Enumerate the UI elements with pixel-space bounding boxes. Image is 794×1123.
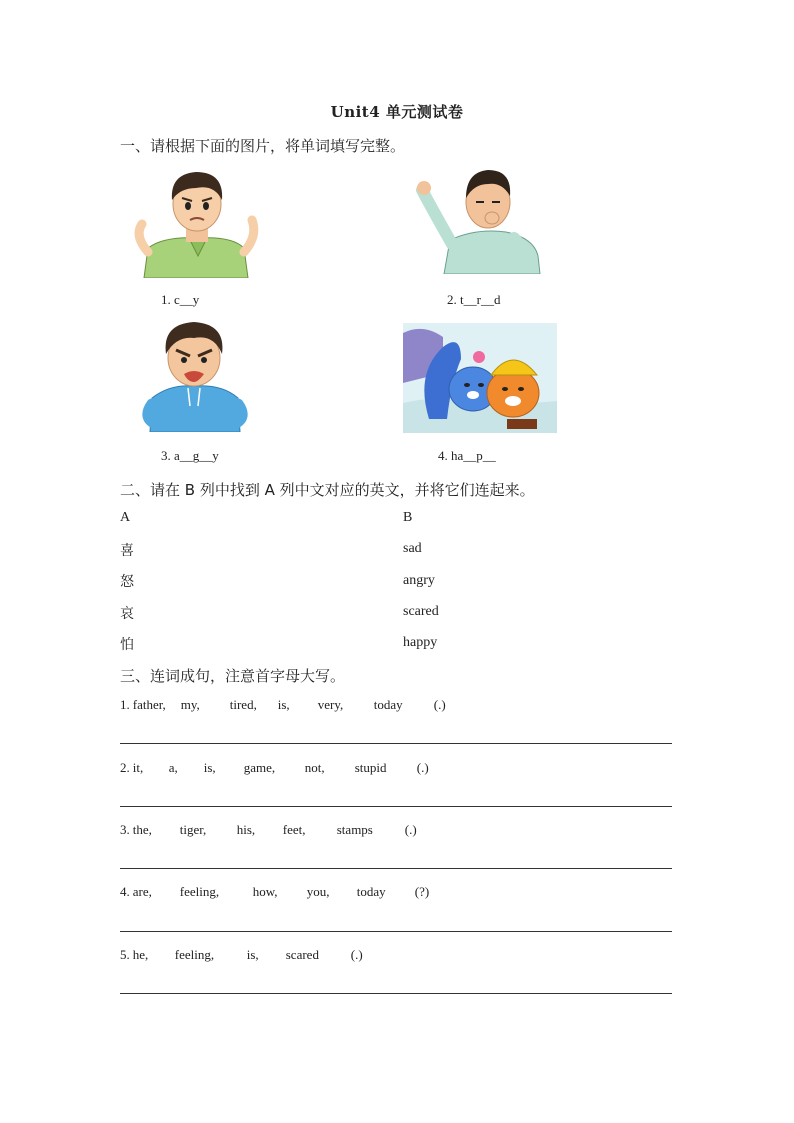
answer-line-5 [120, 993, 672, 994]
section2-heading: 二、请在 B 列中找到 A 列中文对应的英文，并将它们连起来。 [120, 481, 535, 499]
column-b-item: happy [403, 635, 438, 650]
section1-heading: 一、请根据下面的图片，将单词填写完整。 [120, 137, 406, 155]
column-b-header: B [403, 510, 413, 525]
answer-line-2 [120, 806, 672, 807]
column-a-item: 哀 [120, 606, 134, 622]
column-a-header: A [120, 510, 131, 525]
question-5: 5. he, feeling, is, scared (.) [120, 947, 363, 962]
column-b-item: angry [403, 573, 435, 588]
column-b-item: sad [403, 541, 422, 556]
caption-4: 4. ha__p__ [438, 448, 496, 463]
worried-boy-illustration [134, 166, 262, 278]
column-a-item: 怒 [120, 574, 134, 590]
caption-1: 1. c__y [161, 292, 200, 307]
column-a-item: 怕 [120, 637, 134, 653]
page-title: Unit4 单元测试卷 [330, 103, 464, 121]
answer-line-4 [120, 931, 672, 932]
angry-boy-illustration [142, 320, 248, 432]
question-1: 1. father, my, tired, is, very, today (.) [120, 697, 446, 712]
question-3: 3. the, tiger, his, feet, stamps (.) [120, 822, 417, 837]
answer-line-1 [120, 743, 672, 744]
section3-heading: 三、连词成句，注意首字母大写。 [120, 667, 346, 685]
question-2: 2. it, a, is, game, not, stupid (.) [120, 760, 429, 775]
question-4: 4. are, feeling, how, you, today (?) [120, 884, 430, 899]
happy-cartoon-animals-illustration [403, 323, 557, 433]
answer-line-3 [120, 868, 672, 869]
caption-3: 3. a__g__y [161, 448, 219, 463]
column-b-item: scared [403, 604, 439, 619]
caption-2: 2. t__r__d [447, 292, 501, 307]
yawning-boy-illustration [416, 166, 546, 274]
column-a-item: 喜 [120, 543, 134, 559]
